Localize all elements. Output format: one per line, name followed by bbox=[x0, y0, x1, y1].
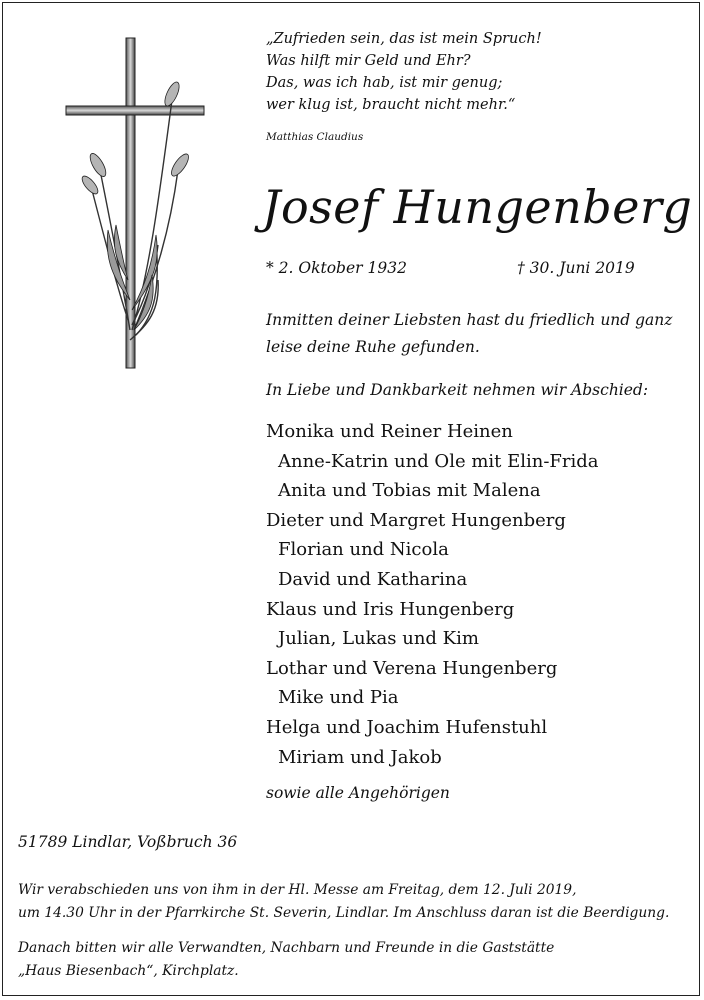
family-member-child: David und Katharina bbox=[278, 568, 468, 590]
reception-invite bbox=[18, 937, 554, 982]
service-line: Wir verabschieden uns von ihm in der Hl. Messe am Freitag, dem 12. Juli 2019, bbox=[18, 882, 577, 898]
quote-line: Was hilft mir Geld und Ehr? bbox=[266, 53, 471, 69]
family-member: Dieter und Margret Hungenberg bbox=[266, 509, 566, 531]
family-member: Lothar und Verena Hungenberg bbox=[266, 657, 558, 679]
cross-with-wheat-icon bbox=[60, 30, 220, 380]
service-line: um 14.30 Uhr in der Pfarrkirche St. Severin, Lindlar. Im Anschluss daran ist die Beerdigung. bbox=[18, 904, 670, 921]
birth-date: * 2. Oktober 1932 bbox=[266, 259, 407, 277]
family-member: Monika und Reiner Heinen bbox=[266, 421, 513, 442]
invite-line: „Haus Biesenbach“, Kirchplatz. bbox=[18, 962, 239, 979]
family-member-child: Anne-Katrin und Ole mit Elin-Frida bbox=[278, 450, 599, 472]
family-member-child: Mike und Pia bbox=[278, 687, 399, 709]
quote-author: Matthias Claudius bbox=[266, 131, 364, 143]
farewell-line: Inmitten deiner Liebsten hast du friedlich und ganz bbox=[266, 311, 673, 329]
service-info bbox=[18, 879, 669, 924]
farewell-line: leise deine Ruhe gefunden. bbox=[266, 338, 480, 356]
family-member-child: Anita und Tobias mit Malena bbox=[278, 480, 541, 502]
quote-line: wer klug ist, braucht nicht mehr.“ bbox=[266, 97, 516, 113]
farewell-intro: In Liebe und Dankbarkeit nehmen wir Abschied: bbox=[266, 381, 649, 399]
family-member-child: Julian, Lukas und Kim bbox=[278, 628, 479, 650]
family-list bbox=[266, 417, 599, 772]
death-date: † 30. Juni 2019 bbox=[517, 259, 635, 277]
other-relatives: sowie alle Angehörigen bbox=[266, 784, 450, 802]
family-member-child: Miriam und Jakob bbox=[278, 746, 442, 768]
invite-line: Danach bitten wir alle Verwandten, Nachbarn und Freunde in die Gaststätte bbox=[18, 940, 555, 956]
quote bbox=[266, 28, 542, 116]
quote-line: Das, was ich hab, ist mir genug; bbox=[266, 75, 503, 91]
quote-line: „Zufrieden sein, das ist mein Spruch! bbox=[266, 31, 542, 47]
address: 51789 Lindlar, Voßbruch 36 bbox=[18, 833, 238, 851]
family-member: Klaus und Iris Hungenberg bbox=[266, 598, 515, 620]
family-member-child: Florian und Nicola bbox=[278, 539, 449, 561]
deceased-name: Josef Hungenberg bbox=[262, 180, 693, 234]
family-member: Helga und Joachim Hufenstuhl bbox=[266, 716, 548, 738]
farewell-text bbox=[266, 307, 672, 361]
